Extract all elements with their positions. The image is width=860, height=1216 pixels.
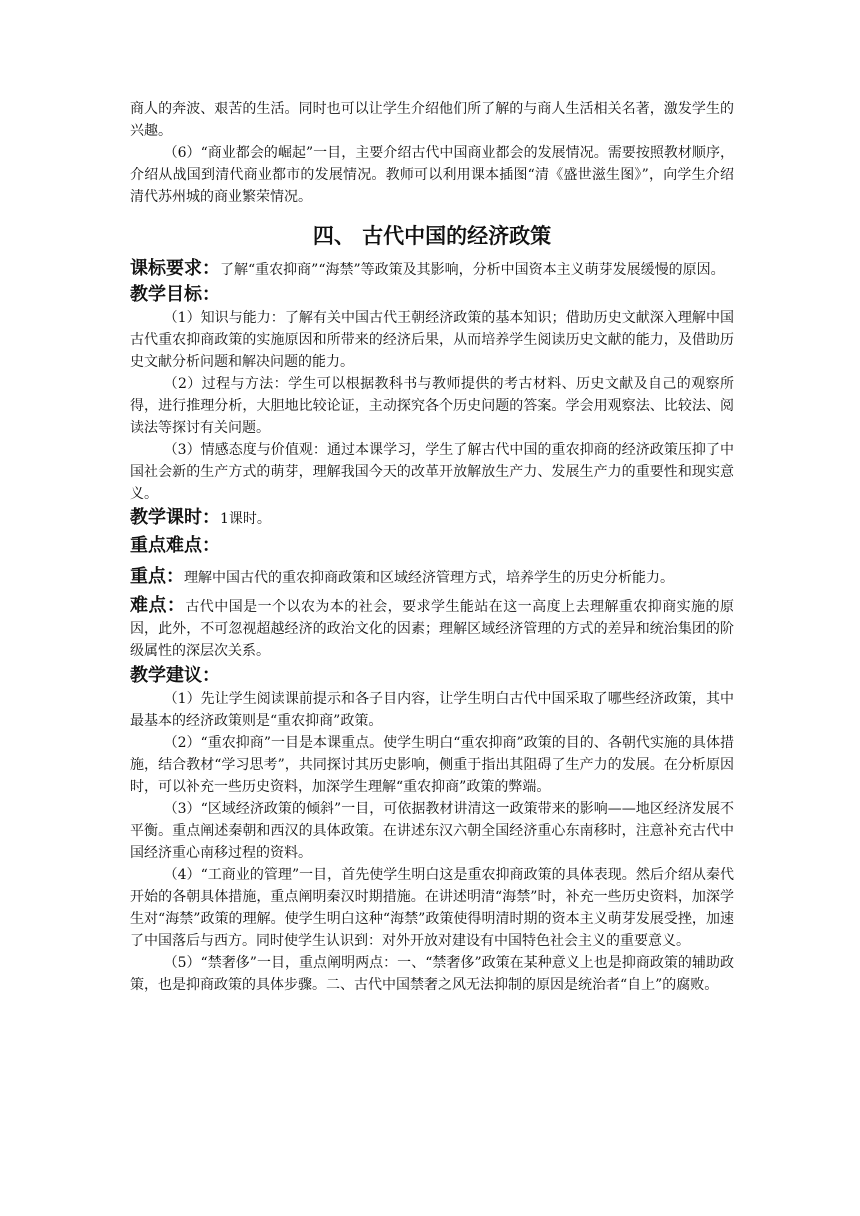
suggestion-item-4: （4）“工商业的管理”一目，首先使学生明白这是重农抑商政策的具体表现。然后介绍从秦代开始的各朝具体措施，重点阐明秦汉时期措施。在讲述明清“海禁”时，补充一些历史资料，加深学生对“海禁”政策的理解。使学生明白这种“海禁”政策使得明清时期的资本主义萌芽发展受挫，加速了中国落后与西方。同时使学生认识到：对外开放对建设有中国特色社会主义的重要意义。: [130, 867, 734, 949]
suggestion-item-3: （3）“区域经济政策的倾斜”一目，可依据教材讲清这一政策带来的影响——地区经济发展不平衡。重点阐述秦朝和西汉的具体政策。在讲述东汉六朝全国经济重心东南移时，注意补充古代中国经济重心南移过程的资料。: [130, 801, 734, 861]
hours-section: [130, 507, 734, 530]
goal-item-1: （1）知识与能力：了解有关中国古代王朝经济政策的基本知识；借助历史文献深入理解中国古代重农抑商政策的实施原因和所带来的经济后果，从而培养学生阅读历史文献的能力，及借助历史文献分析问题和解决问题的能力。: [130, 310, 734, 370]
curriculum-label: 课标要求：: [130, 258, 220, 279]
curriculum-text: 了解“重农抑商”“海禁”等政策及其影响，分析中国资本主义萌芽发展缓慢的原因。: [220, 262, 725, 278]
suggestion-item-5: （5）“禁奢侈”一目，重点阐明两点：一、“禁奢侈”政策在某种意义上也是抑商政策的辅助政策，也是抑商政策的具体步骤。二、古代中国禁奢之风无法抑制的原因是统治者“自上”的腐败。: [130, 955, 734, 993]
difficult-point-text: 古代中国是一个以农为本的社会，要求学生能站在这一高度上去理解重农抑商实施的原因，此外，不可忽视超越经济的政治文化的因素；理解区域经济管理的方式的差异和统治集团的阶级属性的深层次关系。: [130, 599, 735, 659]
chapter-title: 四、 古代中国的经济政策: [312, 224, 552, 248]
goal-item-3: （3）情感态度与价值观：通过本课学习，学生了解古代中国的重农抑商的经济政策压抑了中国社会新的生产方式的萌芽，理解我国今天的改革开放解放生产力、发展生产力的重要性和现实意义。: [130, 442, 734, 502]
difficult-point-section: [130, 595, 734, 662]
intro-paragraph-2: （6）“商业都会的崛起”一目，主要介绍古代中国商业都会的发展情况。需要按照教材顺序，介绍从战国到清代商业都市的发展情况。教师可以利用课本插图“清《盛世滋生图》”，向学生介绍清代苏州城的商业繁荣情况。: [130, 145, 734, 205]
suggestions-heading: 教学建议：: [130, 665, 220, 686]
goal-item-2: （2）过程与方法：学生可以根据教科书与教师提供的考古材料、历史文献及自己的观察所得，进行推理分析，大胆地比较论证，主动探究各个历史问题的答案。学会用观察法、比较法、阅读法等探讨有关问题。: [130, 376, 734, 436]
difficult-point-label: 难点：: [130, 595, 186, 616]
key-point-section: [130, 566, 734, 589]
document-page: [130, 98, 734, 996]
hours-text: 1课时。: [220, 511, 271, 527]
intro-paragraph-1: 商人的奔波、艰苦的生活。同时也可以让学生介绍他们所了解的与商人生活相关名著，激发学生的兴趣。: [130, 101, 734, 139]
key-point-label: 重点：: [130, 566, 184, 587]
suggestion-item-2: （2）“重农抑商”一目是本课重点。使学生明白“重农抑商”政策的目的、各朝代实施的具体措施，结合教材“学习思考”，共同探讨其历史影响，侧重于指出其阻碍了生产力的发展。在分析原因时，可以补充一些历史资料，加深学生理解“重农抑商”政策的弊端。: [130, 735, 734, 795]
key-difficult-heading: 重点难点：: [130, 535, 220, 556]
suggestion-item-1: （1）先让学生阅读课前提示和各子目内容，让学生明白古代中国采取了哪些经济政策，其中最基本的经济政策则是“重农抑商”政策。: [130, 691, 734, 729]
goals-heading: 教学目标：: [130, 284, 220, 305]
key-point-text: 理解中国古代的重农抑商政策和区域经济管理方式，培养学生的历史分析能力。: [184, 570, 674, 586]
curriculum-section: [130, 258, 734, 281]
hours-label: 教学课时：: [130, 507, 220, 528]
